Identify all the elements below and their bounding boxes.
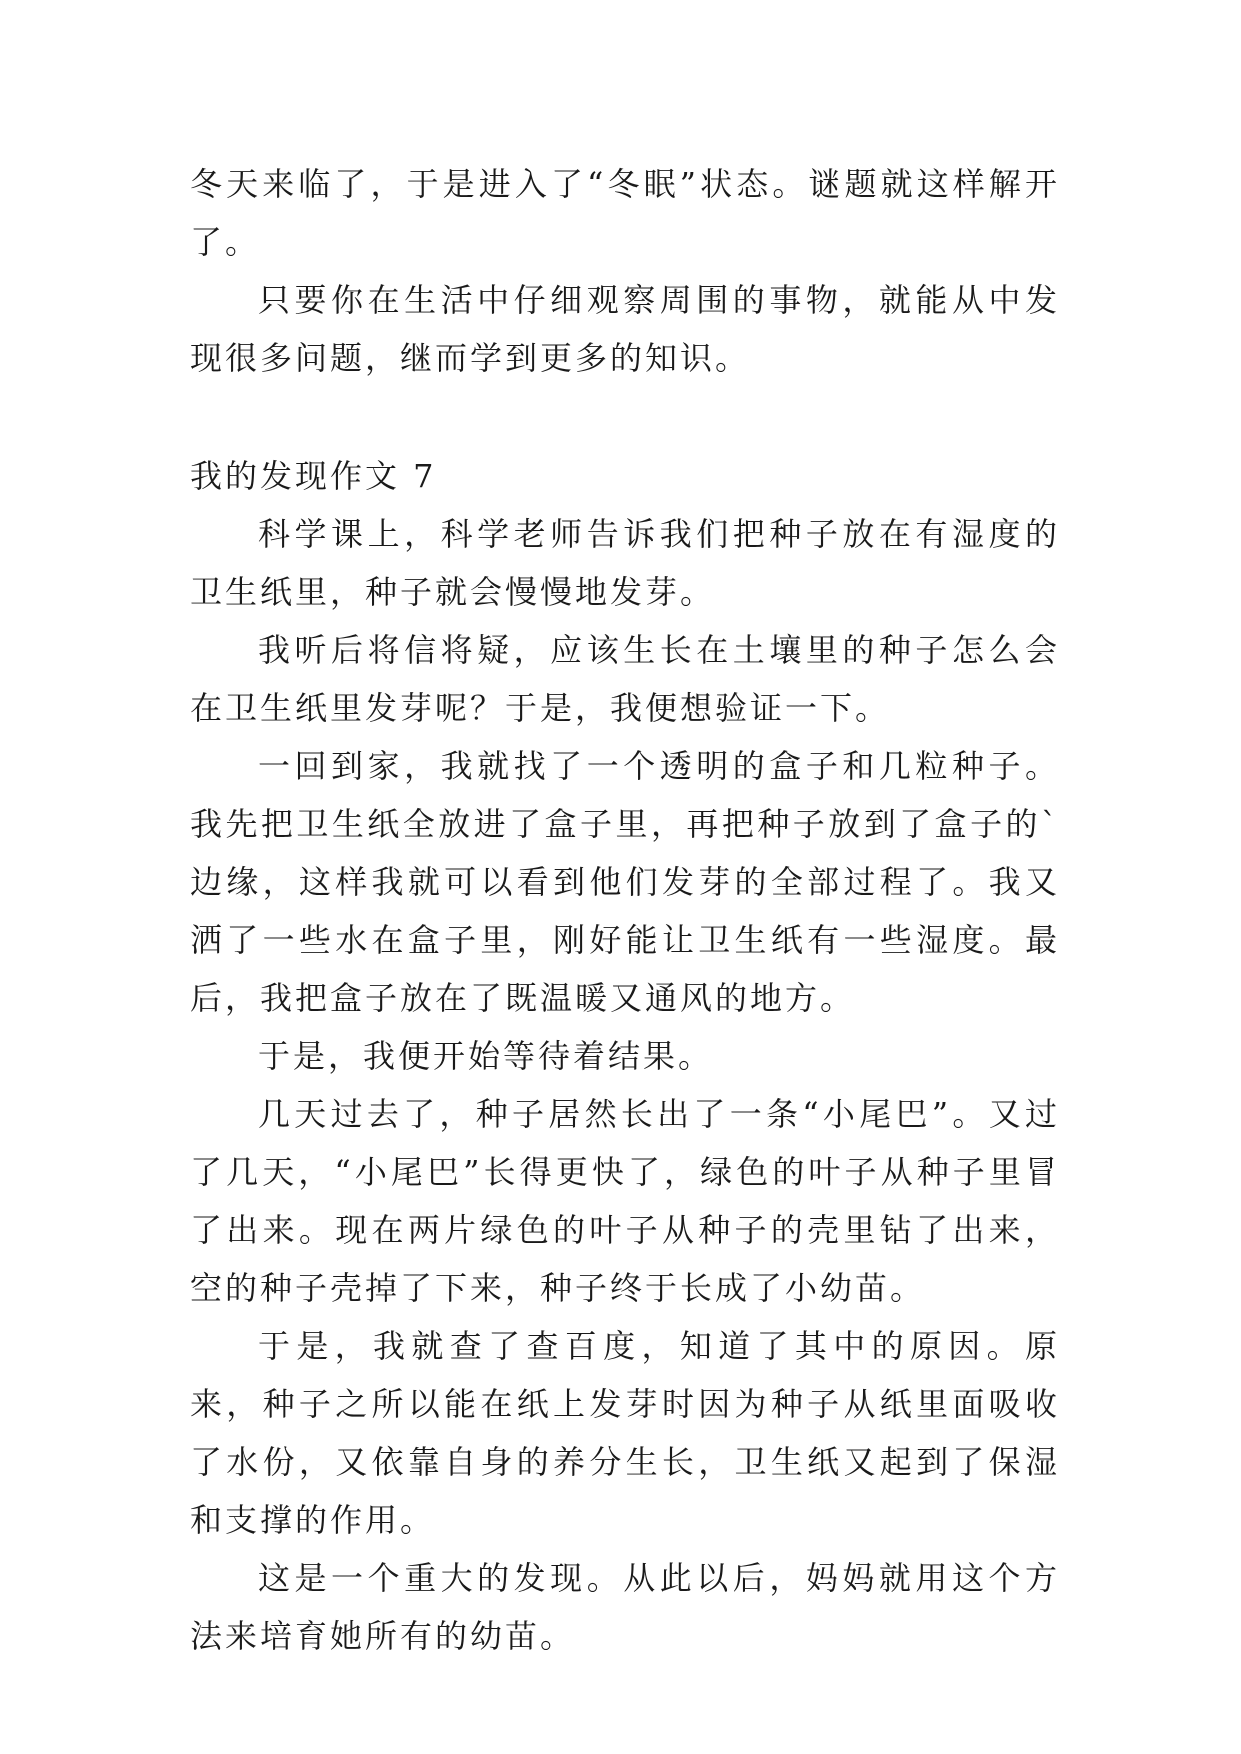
document-body xyxy=(190,155,1060,1665)
paragraph: 冬天来临了，于是进入了“冬眠”状态。谜题就这样解开了。 xyxy=(190,165,1060,261)
paragraph: 这是一个重大的发现。从此以后，妈妈就用这个方法来培育她所有的幼苗。 xyxy=(190,1559,1060,1655)
paragraph: 于是，我便开始等待着结果。 xyxy=(258,1037,714,1075)
paragraph: 我听后将信将疑，应该生长在土壤里的种子怎么会在卫生纸里发芽呢？于是，我便想验证一下。 xyxy=(190,631,1060,727)
paragraph: 一回到家，我就找了一个透明的盒子和几粒种子。我先把卫生纸全放进了盒子里，再把种子放到了盒子的`边缘，这样我就可以看到他们发芽的全部过程了。我又洒了一些水在盒子里，刚好能让卫生纸有一些湿度。最后，我把盒子放在了既温暖又通风的地方。 xyxy=(190,747,1060,1017)
paragraph: 只要你在生活中仔细观察周围的事物，就能从中发现很多问题，继而学到更多的知识。 xyxy=(190,281,1060,377)
paragraph: 几天过去了，种子居然长出了一条“小尾巴”。又过了几天，“小尾巴”长得更快了，绿色的叶子从种子里冒了出来。现在两片绿色的叶子从种子的壳里钻了出来，空的种子壳掉了下来，种子终于长成了小幼苗。 xyxy=(190,1095,1060,1307)
paragraph: 科学课上，科学老师告诉我们把种子放在有湿度的卫生纸里，种子就会慢慢地发芽。 xyxy=(190,515,1060,611)
paragraph: 于是，我就查了查百度，知道了其中的原因。原来，种子之所以能在纸上发芽时因为种子从纸里面吸收了水份，又依靠自身的养分生长，卫生纸又起到了保湿和支撑的作用。 xyxy=(190,1327,1060,1539)
section-title: 我的发现作文 7 xyxy=(190,457,437,495)
